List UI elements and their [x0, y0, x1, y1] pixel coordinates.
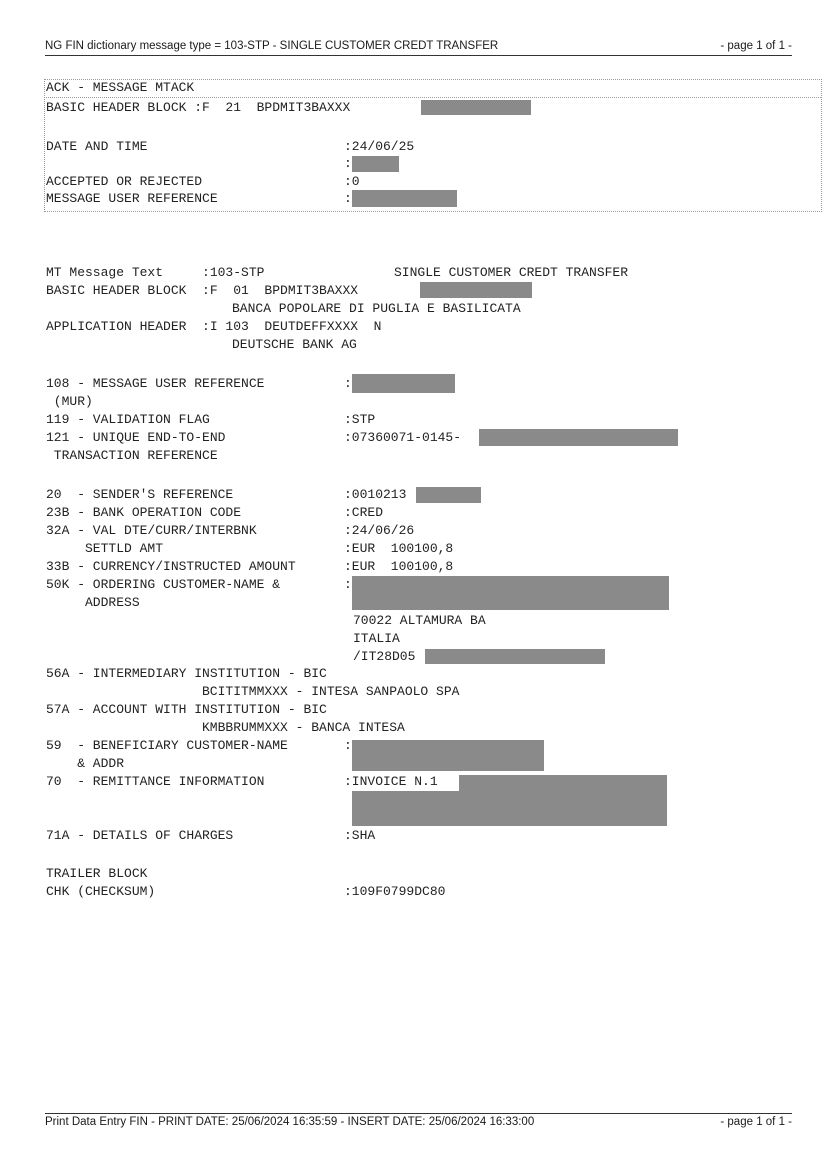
checksum-value: :109F0799DC80: [344, 884, 446, 899]
field-59-label: 59 - BENEFICIARY CUSTOMER-NAME: [46, 738, 288, 753]
field-57a-label: 57A - ACCOUNT WITH INSTITUTION - BIC: [46, 702, 327, 717]
field-50k-address-country: ITALIA: [353, 631, 400, 646]
redaction-ack-time: [352, 156, 399, 172]
redaction-70b: [352, 791, 667, 826]
sender-bank-name: BANCA POPOLARE DI PUGLIA E BASILICATA: [232, 301, 521, 316]
mt-message-text: MT Message Text :103-STP: [46, 265, 265, 280]
redaction-121: [479, 429, 678, 446]
field-59-label-cont: & ADDR: [46, 756, 125, 771]
field-32a-value: :24/06/26: [344, 523, 415, 538]
redaction-70a: [459, 775, 667, 791]
redaction-59: [352, 740, 544, 771]
field-50k-iban: /IT28D05: [353, 649, 416, 664]
field-33b-value: :EUR 100100,8: [344, 559, 454, 574]
ack-separator: [44, 97, 821, 98]
field-121-label-cont: TRANSACTION REFERENCE: [46, 448, 218, 463]
field-59-value: :: [344, 738, 352, 753]
field-20-label: 20 - SENDER'S REFERENCE: [46, 487, 234, 502]
field-20-value: :0010213: [344, 487, 407, 502]
field-50k-label-cont: ADDRESS: [46, 595, 140, 610]
field-23b-value: :CRED: [344, 505, 384, 520]
redaction-ack-header: [421, 100, 531, 115]
field-57a-value: KMBBRUMMXXX - BANCA INTESA: [202, 720, 405, 735]
receiver-bank-name: DEUTSCHE BANK AG: [232, 337, 357, 352]
ack-title: ACK - MESSAGE MTACK: [46, 80, 195, 95]
redaction-108: [352, 374, 455, 393]
print-info: Print Data Entry FIN - PRINT DATE: 25/06/2024 16:35:59 - INSERT DATE: 25/06/2024 16:33:00: [45, 1116, 535, 1128]
page-number: - page 1 of 1 -: [720, 40, 792, 52]
mt-description: SINGLE CUSTOMER CREDT TRANSFER: [394, 265, 629, 280]
field-32a-label: 32A - VAL DTE/CURR/INTERBNK: [46, 523, 257, 538]
field-33b-label: 33B - CURRENCY/INSTRUCTED AMOUNT: [46, 559, 296, 574]
field-50k-value: :: [344, 577, 352, 592]
field-71a-value: :SHA: [344, 828, 376, 843]
application-header: APPLICATION HEADER :I 103 DEUTDEFFXXXX N: [46, 319, 382, 334]
field-108-value: :: [344, 376, 352, 391]
ack-date-label: DATE AND TIME: [46, 139, 148, 154]
field-50k-address-city: 70022 ALTAMURA BA: [353, 613, 486, 628]
field-121-value: :07360071-0145-: [344, 430, 462, 445]
field-56a-value: BCITITMMXXX - INTESA SANPAOLO SPA: [202, 684, 460, 699]
redaction-ack-mur: [352, 190, 457, 207]
ack-accepted-label: ACCEPTED OR REJECTED: [46, 174, 203, 189]
field-23b-label: 23B - BANK OPERATION CODE: [46, 505, 242, 520]
field-50k-label: 50K - ORDERING CUSTOMER-NAME &: [46, 577, 281, 592]
ack-accepted-value: :0: [344, 174, 360, 189]
field-71a-label: 71A - DETAILS OF CHARGES: [46, 828, 234, 843]
field-32a-amount: :EUR 100100,8: [344, 541, 454, 556]
field-108-label: 108 - MESSAGE USER REFERENCE: [46, 376, 265, 391]
redaction-basic-header: [420, 282, 532, 298]
field-121-label: 121 - UNIQUE END-TO-END: [46, 430, 226, 445]
trailer-block-title: TRAILER BLOCK: [46, 866, 148, 881]
redaction-20: [416, 487, 481, 503]
page-header: [45, 40, 792, 56]
redaction-iban: [425, 649, 605, 664]
field-56a-label: 56A - INTERMEDIARY INSTITUTION - BIC: [46, 666, 327, 681]
checksum-label: CHK (CHECKSUM): [46, 884, 156, 899]
field-32a-label-cont: SETTLD AMT: [46, 541, 164, 556]
redaction-50k: [352, 576, 669, 610]
ack-mur-value: :: [344, 191, 352, 206]
page-footer: [45, 1113, 792, 1130]
field-70-value: :INVOICE N.1: [344, 774, 438, 789]
ack-date-value: :24/06/25: [344, 139, 415, 154]
field-119-label: 119 - VALIDATION FLAG: [46, 412, 210, 427]
field-119-value: :STP: [344, 412, 376, 427]
basic-header-block: BASIC HEADER BLOCK :F 01 BPDMIT3BAXXX: [46, 283, 359, 298]
field-108-label-cont: (MUR): [46, 394, 93, 409]
footer-page-number: - page 1 of 1 -: [720, 1116, 792, 1128]
ack-mur-label: MESSAGE USER REFERENCE: [46, 191, 218, 206]
ack-basic-header: BASIC HEADER BLOCK :F 21 BPDMIT3BAXXX: [46, 100, 351, 115]
field-70-label: 70 - REMITTANCE INFORMATION: [46, 774, 265, 789]
ack-time-value: :: [344, 156, 352, 171]
document-title: NG FIN dictionary message type = 103-STP - SINGLE CUSTOMER CREDT TRANSFER: [45, 40, 499, 52]
